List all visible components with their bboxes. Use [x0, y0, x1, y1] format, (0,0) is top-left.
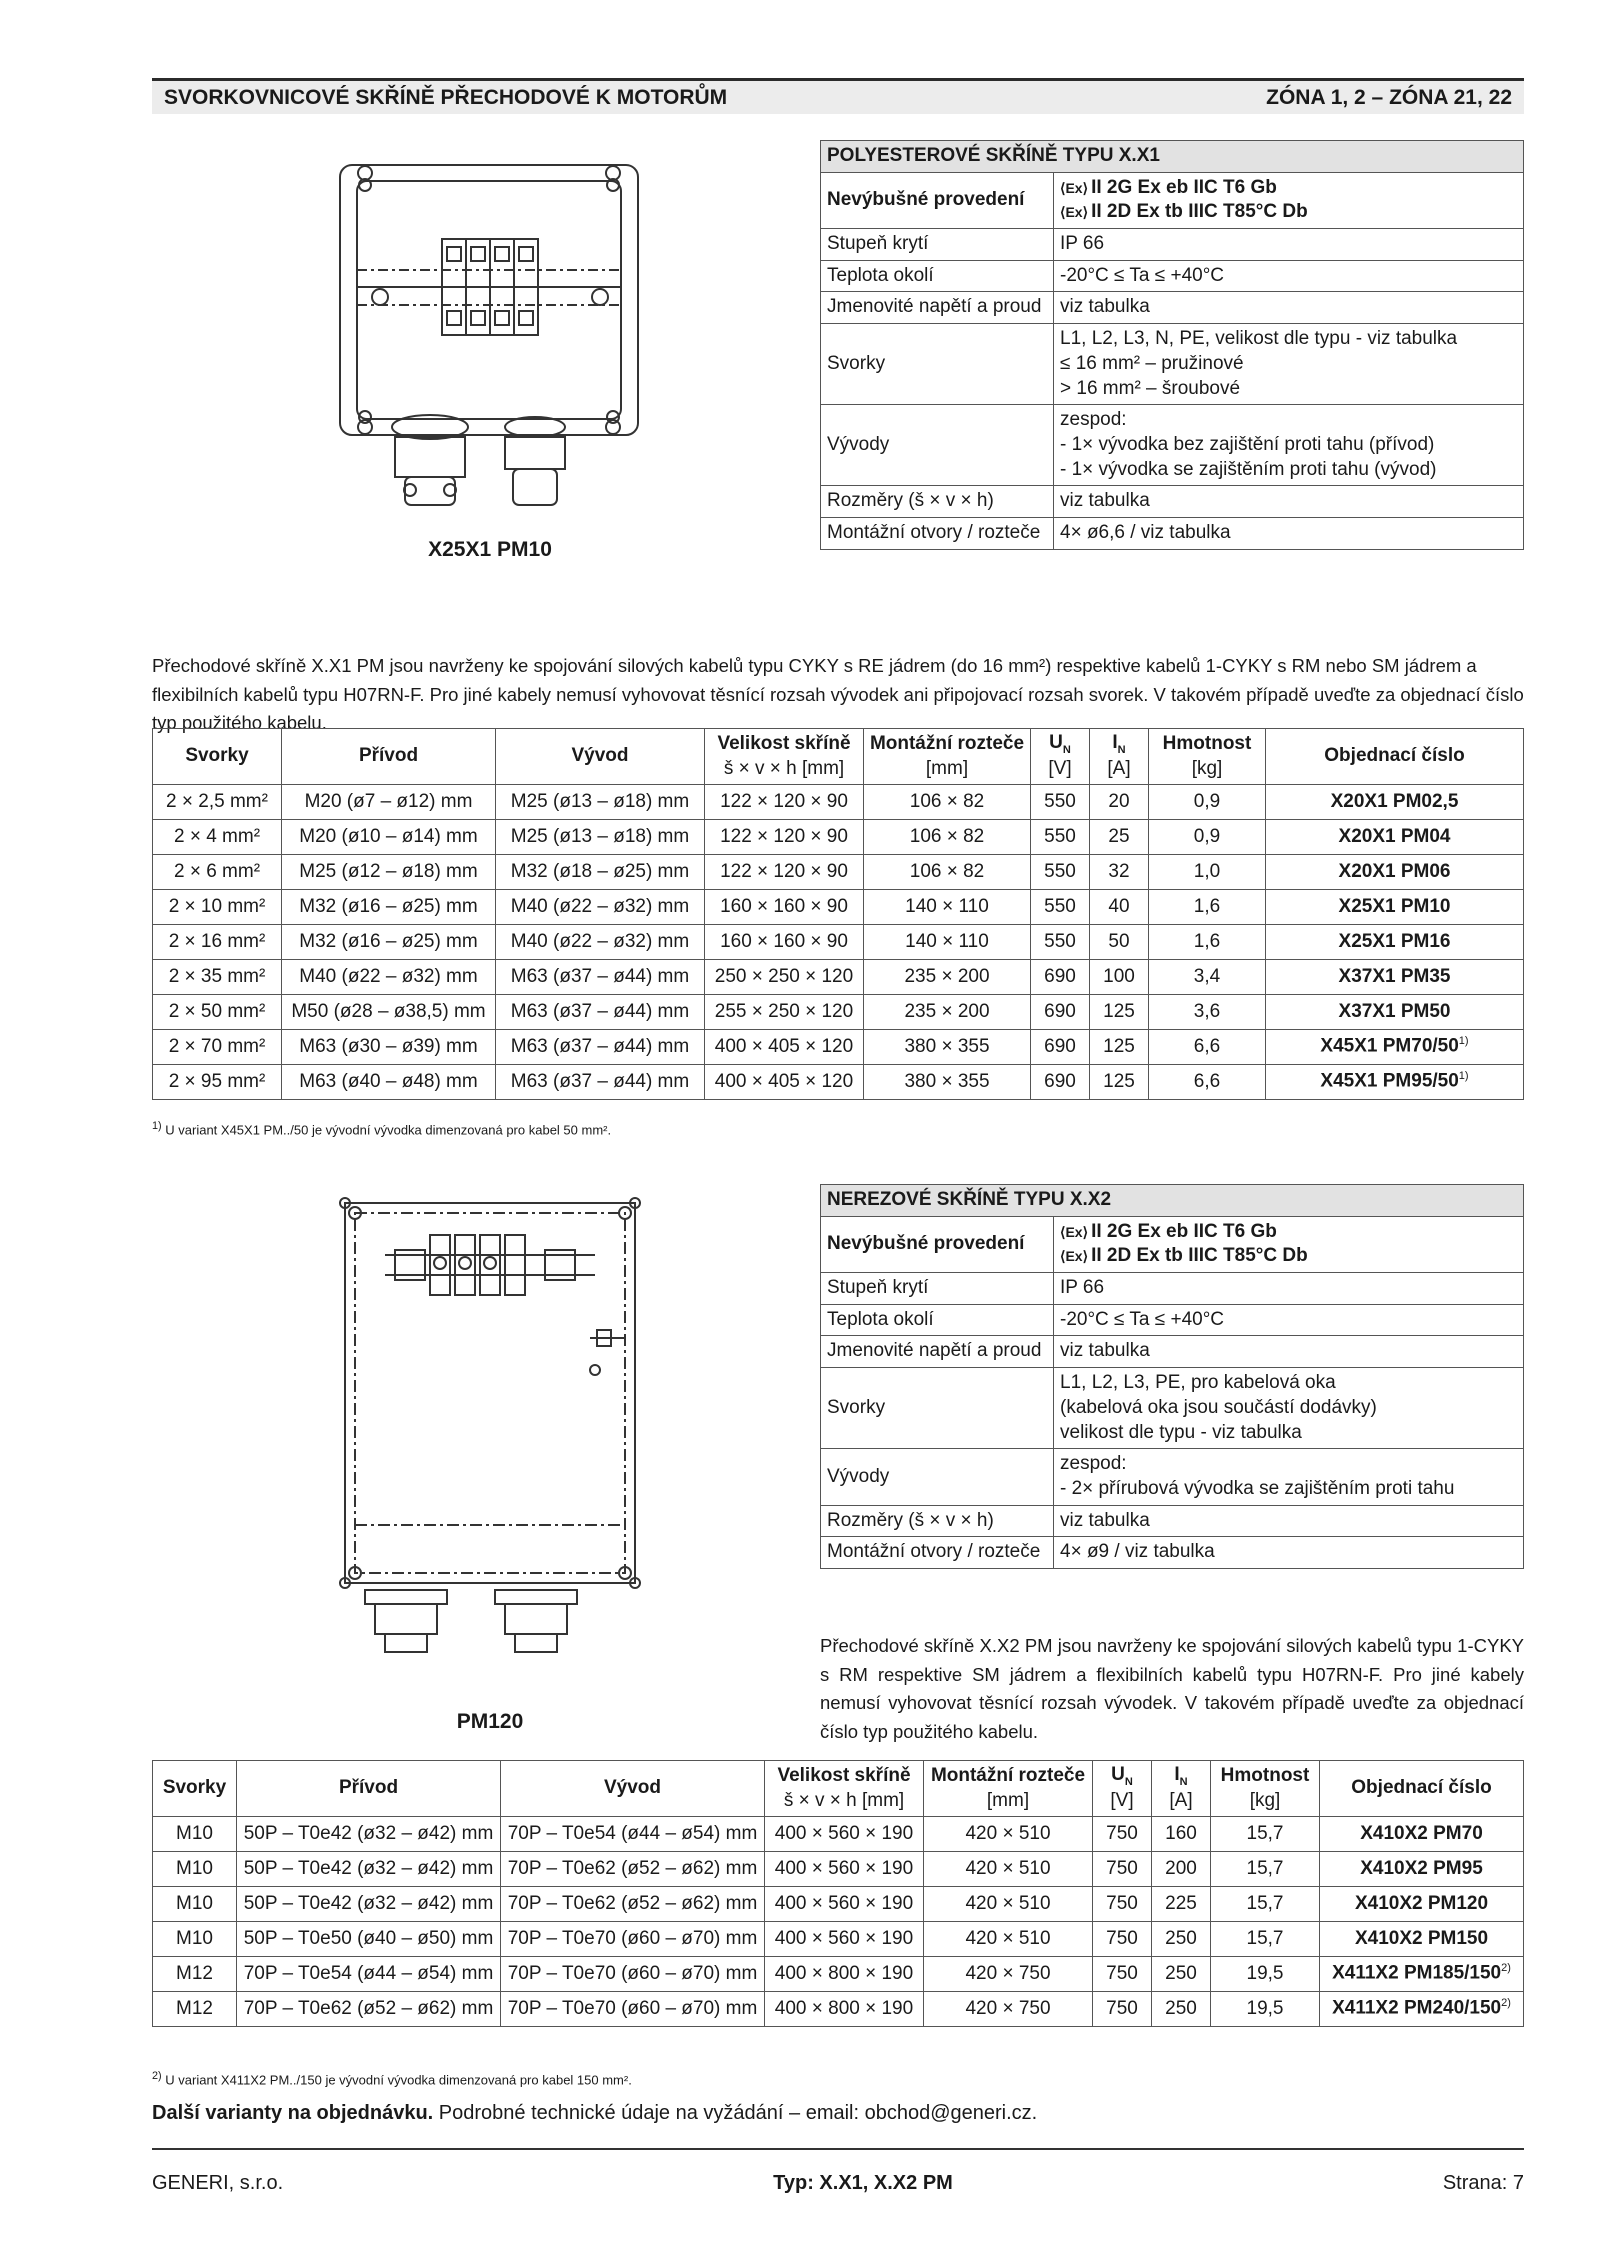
more-variants — [152, 2102, 1037, 2125]
table-cell: 70P – T0e62 (ø52 – ø62) mm — [501, 1852, 765, 1887]
table-cell: 70P – T0e70 (ø60 – ø70) mm — [501, 1922, 765, 1957]
x2-spec-value: - 2× přírubová vývodka se zajištěním proti tahu — [1060, 1477, 1455, 1499]
table-cell: M12 — [153, 1992, 237, 2027]
col-un-unit: [V] — [1110, 1790, 1134, 1812]
x2-spec-value: II 2G Ex eb IIC T6 Gb — [1091, 1220, 1277, 1242]
table-cell: 2 × 50 mm² — [153, 995, 282, 1030]
col-velikost — [705, 729, 864, 785]
table-cell: 2 × 70 mm² — [153, 1030, 282, 1065]
table-cell: 690 — [1031, 960, 1090, 995]
x2-enclosure-drawing — [335, 1195, 645, 1655]
table-cell: 2 × 2,5 mm² — [153, 785, 282, 820]
x1-spec-value: IP 66 — [1054, 229, 1524, 261]
col-hmotnost-unit: [kg] — [1249, 1789, 1281, 1811]
table-cell: M12 — [153, 1957, 237, 1992]
table-cell — [1266, 995, 1524, 1030]
col-vyvod: Vývod — [496, 729, 705, 785]
x1-spec-label: Stupeň krytí — [821, 229, 1054, 261]
col-svorky: Svorky — [153, 1761, 237, 1817]
table-cell: 550 — [1031, 925, 1090, 960]
table-cell: 6,6 — [1149, 1030, 1266, 1065]
col-un-label: U — [1049, 732, 1063, 754]
table-cell — [1266, 960, 1524, 995]
col-un-label: U — [1111, 1764, 1125, 1786]
x1-spec-label: Vývody — [821, 405, 1054, 486]
table-cell: 250 — [1152, 1922, 1211, 1957]
x2-spec-value: (kabelová oka jsou součástí dodávky) — [1060, 1396, 1377, 1418]
x2-enclosure-icon — [335, 1195, 645, 1655]
x1-spec-value: - 1× vývodka se zajištěním proti tahu (vývod) — [1060, 458, 1437, 480]
table-cell: 420 × 510 — [924, 1817, 1093, 1852]
order-code: X25X1 PM16 — [1338, 930, 1451, 952]
col-hmotnost — [1211, 1761, 1320, 1817]
table-cell: 25 — [1090, 820, 1149, 855]
table-cell: 750 — [1093, 1957, 1152, 1992]
x2-spec-label: Teplota okolí — [821, 1304, 1054, 1336]
x1-footnote-mark: 1) — [152, 1120, 162, 1132]
x1-spec-title: POLYESTEROVÉ SKŘÍNĚ TYPU X.X1 — [821, 141, 1524, 173]
table-row — [153, 1887, 1524, 1922]
x1-spec-value: 4× ø6,6 / viz tabulka — [1054, 517, 1524, 549]
col-velikost — [765, 1761, 924, 1817]
table-cell: 400 × 560 × 190 — [765, 1922, 924, 1957]
col-roztece-unit: [mm] — [925, 757, 969, 779]
table-cell — [1320, 1817, 1524, 1852]
x1-spec-value: ≤ 16 mm² – pružinové — [1060, 352, 1244, 374]
x2-caption: PM120 — [456, 1710, 524, 1733]
table-cell: M10 — [153, 1887, 237, 1922]
table-cell — [1266, 855, 1524, 890]
table-cell: 380 × 355 — [864, 1065, 1031, 1100]
page-header — [152, 78, 1524, 114]
col-in — [1090, 729, 1149, 785]
table-cell — [1266, 820, 1524, 855]
table-cell: 2 × 95 mm² — [153, 1065, 282, 1100]
table-cell: 50 — [1090, 925, 1149, 960]
table-cell: 3,4 — [1149, 960, 1266, 995]
table-cell: 550 — [1031, 820, 1090, 855]
table-cell: 400 × 405 × 120 — [705, 1030, 864, 1065]
table-cell: 122 × 120 × 90 — [705, 785, 864, 820]
table-cell: M40 (ø22 – ø32) mm — [496, 890, 705, 925]
order-code: X45X1 PM70/50 — [1320, 1035, 1459, 1057]
table-cell — [1266, 890, 1524, 925]
table-cell: 250 — [1152, 1957, 1211, 1992]
col-in-label: I — [1174, 1764, 1180, 1786]
table-cell: 160 — [1152, 1817, 1211, 1852]
table-cell: M10 — [153, 1852, 237, 1887]
table-cell: 106 × 82 — [864, 785, 1031, 820]
x2-spec-value: viz tabulka — [1054, 1505, 1524, 1537]
table-cell: 122 × 120 × 90 — [705, 855, 864, 890]
x2-table-body — [153, 1817, 1524, 2027]
col-hmotnost-label: Hmotnost — [1220, 1764, 1310, 1786]
order-code: X20X1 PM02,5 — [1330, 790, 1459, 812]
order-code: X25X1 PM10 — [1338, 895, 1451, 917]
table-cell: 50P – T0e50 (ø40 – ø50) mm — [237, 1922, 501, 1957]
order-code: X20X1 PM04 — [1338, 825, 1451, 847]
order-code: X37X1 PM35 — [1338, 965, 1451, 987]
x1-spec-label: Teplota okolí — [821, 260, 1054, 292]
table-row — [153, 1817, 1524, 1852]
col-hmotnost-unit: [kg] — [1191, 757, 1223, 779]
table-cell: M40 (ø22 – ø32) mm — [496, 925, 705, 960]
page-footer — [152, 2172, 1524, 2195]
table-cell — [1266, 785, 1524, 820]
table-cell: 19,5 — [1211, 1992, 1320, 2027]
table-row — [153, 995, 1524, 1030]
more-variants-bold: Další varianty na objednávku. — [152, 2102, 434, 2124]
x2-footnote — [152, 2070, 632, 2087]
col-in — [1152, 1761, 1211, 1817]
col-un — [1093, 1761, 1152, 1817]
x2-spec-title: NEREZOVÉ SKŘÍNĚ TYPU X.X2 — [821, 1185, 1524, 1217]
table-cell: M40 (ø22 – ø32) mm — [282, 960, 496, 995]
order-code: X20X1 PM06 — [1338, 860, 1451, 882]
table-cell: 32 — [1090, 855, 1149, 890]
x1-spec-label: Jmenovité napětí a proud — [821, 292, 1054, 324]
table-cell: 2 × 4 mm² — [153, 820, 282, 855]
x1-paragraph: Přechodové skříně X.X1 PM jsou navrženy ke spojování silových kabelů typu CYKY s RE jádrem (do 16 mm²) respektive kabelů 1-CYKY s RM nebo SM jádrem a flexibilních kabelů typu H07RN-F. Pro jiné kabely nemusí vyhovovat těsnící rozsah vývodek ani připojovací rozsah svorek. V takovém případě uveďte za objednací číslo typ použitého kabelu. — [152, 655, 1524, 734]
table-cell: M63 (ø30 – ø39) mm — [282, 1030, 496, 1065]
table-cell: 1,0 — [1149, 855, 1266, 890]
col-in-unit: [A] — [1169, 1790, 1193, 1812]
x2-spec-label: Stupeň krytí — [821, 1273, 1054, 1305]
table-cell — [1266, 1065, 1524, 1100]
table-cell: 420 × 750 — [924, 1992, 1093, 2027]
col-velikost-label: Velikost skříně — [777, 1764, 911, 1786]
col-un-unit: [V] — [1048, 758, 1072, 780]
table-cell: 20 — [1090, 785, 1149, 820]
col-in-unit: [A] — [1107, 758, 1131, 780]
x1-spec-label: Nevýbušné provedení — [821, 172, 1054, 228]
x1-enclosure-drawing — [335, 155, 645, 515]
col-roztece-label: Montážní rozteče — [869, 732, 1025, 754]
table-row — [153, 890, 1524, 925]
table-cell: 250 × 250 × 120 — [705, 960, 864, 995]
x2-product-table — [152, 1760, 1524, 2027]
table-cell: 50P – T0e42 (ø32 – ø42) mm — [237, 1852, 501, 1887]
col-vyvod: Vývod — [501, 1761, 765, 1817]
x2-spec-value: L1, L2, L3, PE, pro kabelová oka — [1060, 1372, 1336, 1394]
col-in-label: I — [1112, 732, 1118, 754]
x1-spec-value: II 2G Ex eb IIC T6 Gb — [1091, 176, 1277, 198]
header-title: SVORKOVNICOVÉ SKŘÍNĚ PŘECHODOVÉ K MOTORŮM — [164, 85, 728, 109]
col-velikost-label: Velikost skříně — [717, 732, 851, 754]
table-cell: 70P – T0e62 (ø52 – ø62) mm — [501, 1887, 765, 1922]
table-cell: M25 (ø13 – ø18) mm — [496, 785, 705, 820]
col-objednaci: Objednací číslo — [1266, 729, 1524, 785]
table-cell: 235 × 200 — [864, 960, 1031, 995]
col-roztece-label: Montážní rozteče — [930, 1764, 1086, 1786]
table-cell: 15,7 — [1211, 1852, 1320, 1887]
x1-spec-value: > 16 mm² – šroubové — [1060, 377, 1241, 399]
x2-spec-label: Rozměry (š × v × h) — [821, 1505, 1054, 1537]
table-cell: 2 × 6 mm² — [153, 855, 282, 890]
order-code: X410X2 PM150 — [1354, 1927, 1489, 1949]
order-code: X411X2 PM185/150 — [1332, 1962, 1502, 1984]
table-row — [153, 855, 1524, 890]
table-cell: 3,6 — [1149, 995, 1266, 1030]
table-cell: M63 (ø37 – ø44) mm — [496, 995, 705, 1030]
table-cell: 1,6 — [1149, 925, 1266, 960]
x1-spec-value: -20°C ≤ Ta ≤ +40°C — [1054, 260, 1524, 292]
table-cell: 2 × 16 mm² — [153, 925, 282, 960]
footnote-ref: 2) — [1501, 1997, 1511, 2010]
table-cell: M63 (ø37 – ø44) mm — [496, 1065, 705, 1100]
x1-spec-table — [820, 140, 1524, 550]
x2-spec-label: Nevýbušné provedení — [821, 1216, 1054, 1272]
table-cell: M32 (ø16 – ø25) mm — [282, 890, 496, 925]
footnote-ref: 1) — [1458, 1035, 1469, 1048]
table-cell: 400 × 405 × 120 — [705, 1065, 864, 1100]
table-cell — [1320, 1957, 1524, 1992]
ex-icon: ⟨Ex⟩ — [1060, 204, 1089, 221]
col-svorky: Svorky — [153, 729, 282, 785]
table-cell: 160 × 160 × 90 — [705, 890, 864, 925]
table-cell: 70P – T0e70 (ø60 – ø70) mm — [501, 1957, 765, 1992]
col-velikost-unit: š × v × h [mm] — [723, 757, 845, 779]
ex-icon: ⟨Ex⟩ — [1060, 1248, 1089, 1265]
table-cell: 550 — [1031, 855, 1090, 890]
x2-spec-value: II 2D Ex tb IIIC T85°C Db — [1091, 1245, 1308, 1267]
x1-spec-label: Montážní otvory / rozteče — [821, 517, 1054, 549]
table-row — [153, 1852, 1524, 1887]
table-cell: 750 — [1093, 1922, 1152, 1957]
table-cell: M32 (ø18 – ø25) mm — [496, 855, 705, 890]
table-cell: 400 × 800 × 190 — [765, 1957, 924, 1992]
header-zone: ZÓNA 1, 2 – ZÓNA 21, 22 — [1266, 85, 1512, 109]
col-hmotnost-label: Hmotnost — [1162, 732, 1252, 754]
table-cell — [1320, 1992, 1524, 2027]
table-cell: 1,6 — [1149, 890, 1266, 925]
x2-spec-table — [820, 1184, 1524, 1569]
x1-table-body — [153, 785, 1524, 1100]
x2-spec-label: Vývody — [821, 1449, 1054, 1505]
table-cell — [1320, 1922, 1524, 1957]
order-code: X411X2 PM240/150 — [1332, 1997, 1502, 2019]
table-cell: 750 — [1093, 1887, 1152, 1922]
table-cell: M20 (ø10 – ø14) mm — [282, 820, 496, 855]
x2-spec-value: IP 66 — [1054, 1273, 1524, 1305]
x1-caption: X25X1 PM10 — [428, 538, 552, 561]
col-hmotnost — [1149, 729, 1266, 785]
table-cell: 140 × 110 — [864, 925, 1031, 960]
x1-enclosure-icon — [335, 155, 645, 515]
x2-spec-label: Svorky — [821, 1368, 1054, 1449]
table-cell: 70P – T0e54 (ø44 – ø54) mm — [501, 1817, 765, 1852]
table-cell — [1266, 1030, 1524, 1065]
col-velikost-unit: š × v × h [mm] — [783, 1789, 905, 1811]
table-cell: M25 (ø13 – ø18) mm — [496, 820, 705, 855]
table-cell: 140 × 110 — [864, 890, 1031, 925]
col-un-sub: N — [1062, 743, 1071, 756]
order-code: X45X1 PM95/50 — [1320, 1070, 1459, 1092]
table-cell: 6,6 — [1149, 1065, 1266, 1100]
order-code: X410X2 PM120 — [1354, 1892, 1489, 1914]
table-cell: 420 × 510 — [924, 1852, 1093, 1887]
table-cell: M10 — [153, 1817, 237, 1852]
col-un — [1031, 729, 1090, 785]
table-cell: 70P – T0e62 (ø52 – ø62) mm — [237, 1992, 501, 2027]
table-cell: 125 — [1090, 995, 1149, 1030]
table-cell: 750 — [1093, 1817, 1152, 1852]
col-in-sub: N — [1179, 1775, 1188, 1788]
x2-spec-value: velikost dle typu - viz tabulka — [1060, 1421, 1302, 1443]
footer-company: GENERI, s.r.o. — [152, 2172, 284, 2194]
x1-spec-value: viz tabulka — [1054, 486, 1524, 518]
table-cell: 255 × 250 × 120 — [705, 995, 864, 1030]
x2-footnote-mark: 2) — [152, 2070, 162, 2082]
order-code: X410X2 PM95 — [1360, 1857, 1483, 1879]
table-cell — [1266, 925, 1524, 960]
table-cell: 550 — [1031, 890, 1090, 925]
x2-spec-value: 4× ø9 / viz tabulka — [1054, 1537, 1524, 1569]
table-cell: 70P – T0e70 (ø60 – ø70) mm — [501, 1992, 765, 2027]
table-row — [153, 960, 1524, 995]
col-objednaci: Objednací číslo — [1320, 1761, 1524, 1817]
table-cell — [1320, 1852, 1524, 1887]
table-cell: 690 — [1031, 1065, 1090, 1100]
table-cell: 106 × 82 — [864, 855, 1031, 890]
table-cell: 122 × 120 × 90 — [705, 820, 864, 855]
x1-spec-value: L1, L2, L3, N, PE, velikost dle typu - viz tabulka — [1060, 328, 1458, 350]
table-cell: M63 (ø37 – ø44) mm — [496, 1030, 705, 1065]
x1-spec-value: II 2D Ex tb IIIC T85°C Db — [1091, 201, 1308, 223]
table-cell: M32 (ø16 – ø25) mm — [282, 925, 496, 960]
x2-spec-value: zespod: — [1060, 1453, 1127, 1475]
table-cell: 19,5 — [1211, 1957, 1320, 1992]
table-row — [153, 1065, 1524, 1100]
table-row — [153, 1992, 1524, 2027]
table-cell: 15,7 — [1211, 1922, 1320, 1957]
table-row — [153, 820, 1524, 855]
table-cell: 40 — [1090, 890, 1149, 925]
table-cell: M63 (ø37 – ø44) mm — [496, 960, 705, 995]
x1-spec-label: Svorky — [821, 324, 1054, 405]
x2-footnote-text: U variant X411X2 PM../150 je vývodní vývodka dimenzovaná pro kabel 150 mm². — [165, 2072, 632, 2088]
table-cell — [1320, 1887, 1524, 1922]
x1-product-table — [152, 728, 1524, 1100]
table-cell: 550 — [1031, 785, 1090, 820]
footer-type: Typ: X.X1, X.X2 PM — [773, 2172, 953, 2194]
table-cell: 2 × 10 mm² — [153, 890, 282, 925]
table-cell: 690 — [1031, 995, 1090, 1030]
footer-rule — [152, 2148, 1524, 2150]
x1-spec-value: - 1× vývodka bez zajištění proti tahu (přívod) — [1060, 433, 1435, 455]
x1-footnote-text: U variant X45X1 PM../50 je vývodní vývodka dimenzovaná pro kabel 50 mm². — [165, 1122, 612, 1138]
table-cell: 420 × 510 — [924, 1887, 1093, 1922]
table-cell: 50P – T0e42 (ø32 – ø42) mm — [237, 1817, 501, 1852]
table-cell: 420 × 510 — [924, 1922, 1093, 1957]
x1-spec-value: viz tabulka — [1054, 292, 1524, 324]
table-cell: 750 — [1093, 1992, 1152, 2027]
table-row — [153, 1957, 1524, 1992]
table-row — [153, 1030, 1524, 1065]
table-cell: 235 × 200 — [864, 995, 1031, 1030]
order-code: X410X2 PM70 — [1360, 1822, 1483, 1844]
table-cell: 0,9 — [1149, 785, 1266, 820]
table-cell: 690 — [1031, 1030, 1090, 1065]
table-cell: 50P – T0e42 (ø32 – ø42) mm — [237, 1887, 501, 1922]
table-cell: 200 — [1152, 1852, 1211, 1887]
footnote-ref: 1) — [1458, 1070, 1469, 1083]
table-cell: 125 — [1090, 1030, 1149, 1065]
x2-spec-label: Montážní otvory / rozteče — [821, 1537, 1054, 1569]
col-privod: Přívod — [237, 1761, 501, 1817]
table-cell: 15,7 — [1211, 1887, 1320, 1922]
x2-spec-label: Jmenovité napětí a proud — [821, 1336, 1054, 1368]
order-code: X37X1 PM50 — [1338, 1000, 1451, 1022]
x1-footnote — [152, 1120, 611, 1137]
x2-spec-value: viz tabulka — [1054, 1336, 1524, 1368]
table-cell: 380 × 355 — [864, 1030, 1031, 1065]
table-cell: 400 × 560 × 190 — [765, 1887, 924, 1922]
table-cell: 0,9 — [1149, 820, 1266, 855]
footer-page: Strana: 7 — [1442, 2172, 1524, 2194]
table-cell: 225 — [1152, 1887, 1211, 1922]
table-cell: 70P – T0e54 (ø44 – ø54) mm — [237, 1957, 501, 1992]
col-in-sub: N — [1117, 743, 1126, 756]
table-cell: 400 × 800 × 190 — [765, 1992, 924, 2027]
table-cell: 125 — [1090, 1065, 1149, 1100]
x2-paragraph: Přechodové skříně X.X2 PM jsou navrženy ke spojování silových kabelů typu 1-CYKY s RM respektive SM jádrem a flexibilních kabelů typu H07RN-F. Pro jiné kabely nemusí vyhovovat těsnící rozsah vývodek. V takovém případě uveďte za objednací číslo typ použitého kabelu. — [820, 1635, 1524, 1743]
table-cell: 750 — [1093, 1852, 1152, 1887]
more-variants-text: Podrobné technické údaje na vyžádání – email: obchod@generi.cz. — [433, 2102, 1038, 2124]
table-row — [153, 1922, 1524, 1957]
table-cell: 2 × 35 mm² — [153, 960, 282, 995]
col-un-sub: N — [1124, 1775, 1133, 1788]
table-cell: M25 (ø12 – ø18) mm — [282, 855, 496, 890]
table-cell: 15,7 — [1211, 1817, 1320, 1852]
ex-icon: ⟨Ex⟩ — [1060, 179, 1089, 196]
col-roztece-unit: [mm] — [986, 1789, 1030, 1811]
table-cell: M63 (ø40 – ø48) mm — [282, 1065, 496, 1100]
x2-spec-value: -20°C ≤ Ta ≤ +40°C — [1054, 1304, 1524, 1336]
table-cell: 400 × 560 × 190 — [765, 1817, 924, 1852]
table-cell: M10 — [153, 1922, 237, 1957]
table-cell: 400 × 560 × 190 — [765, 1852, 924, 1887]
table-cell: M20 (ø7 – ø12) mm — [282, 785, 496, 820]
table-cell: 100 — [1090, 960, 1149, 995]
col-roztece — [864, 729, 1031, 785]
table-row — [153, 925, 1524, 960]
col-privod: Přívod — [282, 729, 496, 785]
x1-spec-label: Rozměry (š × v × h) — [821, 486, 1054, 518]
x1-spec-value: zespod: — [1060, 409, 1127, 431]
table-cell: 160 × 160 × 90 — [705, 925, 864, 960]
ex-icon: ⟨Ex⟩ — [1060, 1223, 1089, 1240]
table-cell: 106 × 82 — [864, 820, 1031, 855]
table-cell: M50 (ø28 – ø38,5) mm — [282, 995, 496, 1030]
table-row — [153, 785, 1524, 820]
footnote-ref: 2) — [1501, 1962, 1511, 1975]
table-cell: 420 × 750 — [924, 1957, 1093, 1992]
col-roztece — [924, 1761, 1093, 1817]
table-cell: 250 — [1152, 1992, 1211, 2027]
